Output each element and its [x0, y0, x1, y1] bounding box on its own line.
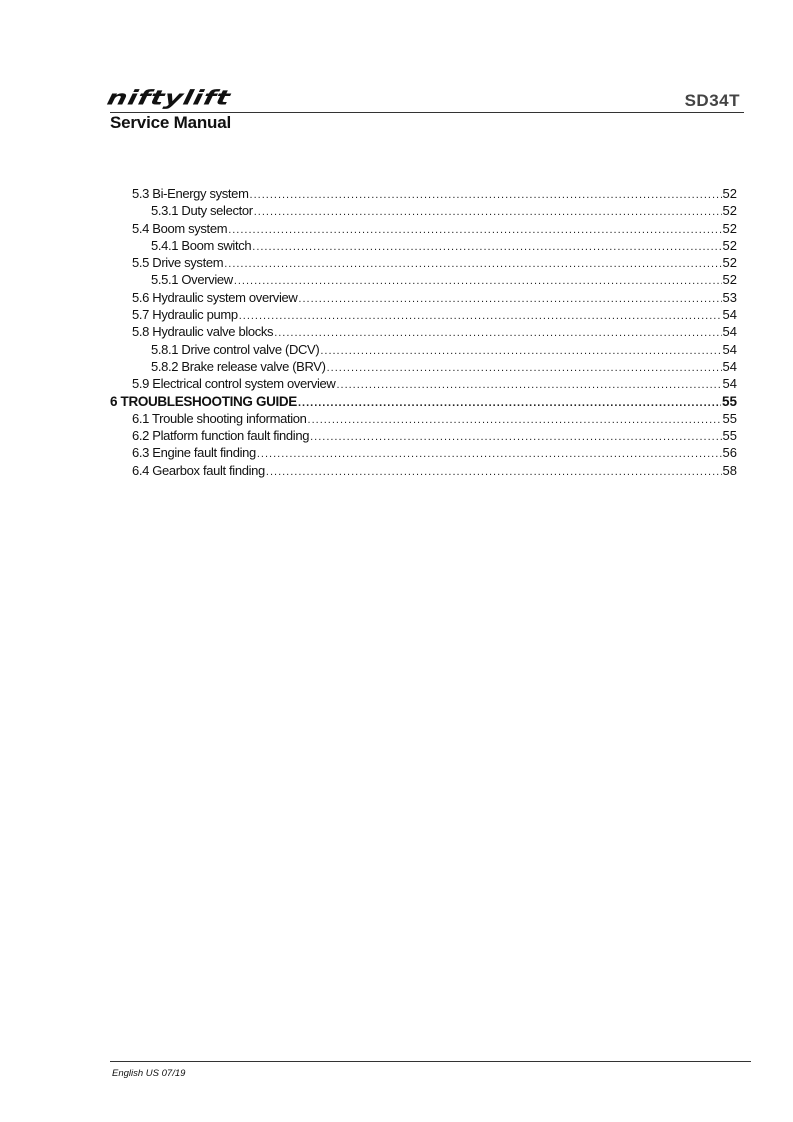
footer-language-date: English US 07/19 [112, 1068, 186, 1079]
toc-entry[interactable] [110, 393, 737, 410]
toc-dot-leader [254, 204, 722, 221]
toc-entry[interactable] [110, 237, 737, 254]
model-number: SD34T [684, 91, 740, 110]
toc-dot-leader [310, 429, 721, 446]
niftylift-logo: niftylift [104, 86, 233, 110]
toc-entry[interactable] [110, 358, 737, 375]
toc-entry[interactable] [110, 271, 737, 288]
toc-entry[interactable] [110, 462, 737, 479]
toc-dot-leader [274, 325, 721, 342]
toc-entry-title: 6.3 Engine fault finding [132, 445, 256, 461]
toc-entry-page-number: 55 [722, 428, 737, 444]
toc-entry-page-number: 52 [722, 186, 737, 201]
toc-entry-page-number: 52 [722, 203, 737, 219]
toc-entry-title: 5.7 Hydraulic pump [132, 307, 238, 323]
toc-entry-title: 5.8.1 Drive control valve (DCV) [151, 341, 320, 357]
toc-entry[interactable] [110, 185, 737, 202]
toc-entry-title: 5.8 Hydraulic valve blocks [132, 324, 274, 340]
document-title: Service Manual [110, 113, 231, 132]
toc-entry[interactable] [110, 323, 737, 340]
toc-dot-leader [298, 395, 721, 412]
toc-entry-page-number: 56 [722, 445, 737, 461]
toc-entry-page-number: 54 [722, 341, 737, 357]
toc-dot-leader [336, 377, 721, 394]
toc-dot-leader [308, 412, 722, 429]
toc-entry-page-number: 55 [721, 393, 737, 409]
footer-divider [110, 1061, 751, 1062]
toc-dot-leader [252, 239, 721, 256]
toc-entry-title: 5.6 Hydraulic system overview [132, 289, 298, 305]
toc-entry-title: 5.8.2 Brake release valve (BRV) [151, 358, 326, 374]
toc-entry-title: 6.1 Trouble shooting information [132, 410, 307, 426]
toc-entry-title: 6.4 Gearbox fault finding [132, 462, 265, 478]
toc-entry-page-number: 54 [722, 358, 737, 374]
toc-entry-title: 5.4 Boom system [132, 220, 228, 236]
toc-entry-page-number: 52 [722, 272, 737, 288]
toc-dot-leader [228, 222, 721, 239]
toc-entry[interactable] [110, 202, 737, 219]
toc-entry-title: 5.5.1 Overview [151, 272, 233, 288]
toc-entry-title: 5.5 Drive system [132, 255, 224, 271]
toc-entry-title: 6.2 Platform function fault finding [132, 428, 310, 444]
toc-entry[interactable] [110, 254, 737, 271]
table-of-contents [110, 185, 737, 479]
toc-entry-page-number: 53 [722, 289, 737, 305]
toc-entry-title: 5.9 Electrical control system overview [132, 376, 336, 392]
toc-dot-leader [320, 343, 721, 360]
toc-entry-page-number: 54 [722, 307, 737, 323]
toc-entry-page-number: 54 [722, 324, 737, 340]
toc-entry-page-number: 52 [722, 237, 737, 253]
toc-entry[interactable] [110, 220, 737, 237]
toc-entry-page-number: 55 [722, 410, 737, 426]
toc-entry[interactable] [110, 375, 737, 392]
toc-dot-leader [234, 273, 722, 290]
toc-dot-leader [266, 464, 722, 481]
toc-dot-leader [224, 256, 721, 273]
toc-entry[interactable] [110, 306, 737, 323]
toc-dot-leader [239, 308, 722, 325]
toc-entry[interactable] [110, 410, 737, 427]
toc-entry-title: 5.4.1 Boom switch [151, 237, 252, 253]
toc-dot-leader [298, 291, 721, 308]
toc-entry[interactable] [110, 289, 737, 306]
toc-entry-page-number: 52 [722, 220, 737, 236]
toc-dot-leader [327, 360, 722, 377]
toc-entry-page-number: 58 [722, 462, 737, 478]
toc-entry[interactable] [110, 444, 737, 461]
toc-entry-title: 5.3 Bi-Energy system [132, 186, 249, 201]
toc-dot-leader [250, 187, 722, 204]
toc-entry-page-number: 52 [722, 255, 737, 271]
toc-entry-title: 6 TROUBLESHOOTING GUIDE [110, 393, 297, 409]
toc-entry-title: 5.3.1 Duty selector [151, 203, 253, 219]
toc-dot-leader [257, 446, 722, 463]
toc-entry[interactable] [110, 427, 737, 444]
toc-entry-page-number: 54 [722, 376, 737, 392]
toc-entry[interactable] [110, 341, 737, 358]
